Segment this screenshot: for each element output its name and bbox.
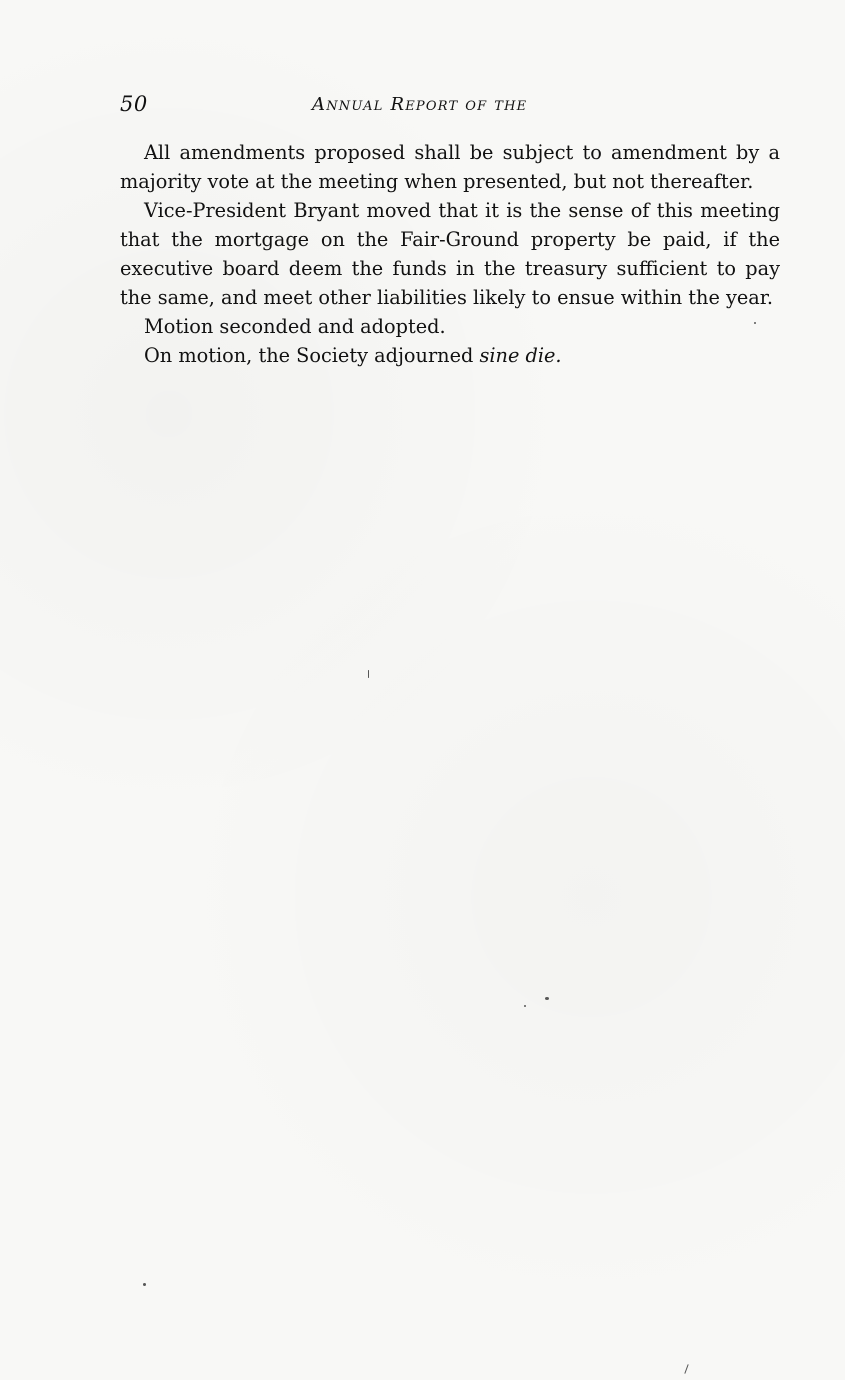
page-number: 50 xyxy=(120,92,148,116)
paper-speck-5 xyxy=(684,1364,688,1374)
body-text xyxy=(120,138,780,370)
paper-speck-3 xyxy=(143,1283,146,1286)
paper-speck-2 xyxy=(524,1005,526,1007)
paragraph-mortgage-motion: Vice-President Bryant moved that it is the sense of this meeting that the mortgage on the Fair-Ground property be paid, if the executive board deem the funds in the treasury sufficient to pay the same, and meet other liabilities likely to ensue within the year. xyxy=(120,199,780,309)
adjourned-text: On motion, the Society adjourned xyxy=(144,344,480,367)
paper-speck-6 xyxy=(754,322,756,324)
header-title: Annual Report of the xyxy=(312,94,528,115)
paper-speck-1 xyxy=(545,997,549,1000)
paragraph-amendments: All amendments proposed shall be subject to amendment by a majority vote at the meeting when presented, but not thereafter. xyxy=(120,141,780,193)
paper-speck-4 xyxy=(368,670,369,678)
running-head xyxy=(120,92,780,120)
sine-die-text: sine die. xyxy=(479,344,562,367)
paragraph-motion-adopted: Motion seconded and adopted. xyxy=(144,315,446,338)
paragraph-adjourned xyxy=(120,341,780,370)
